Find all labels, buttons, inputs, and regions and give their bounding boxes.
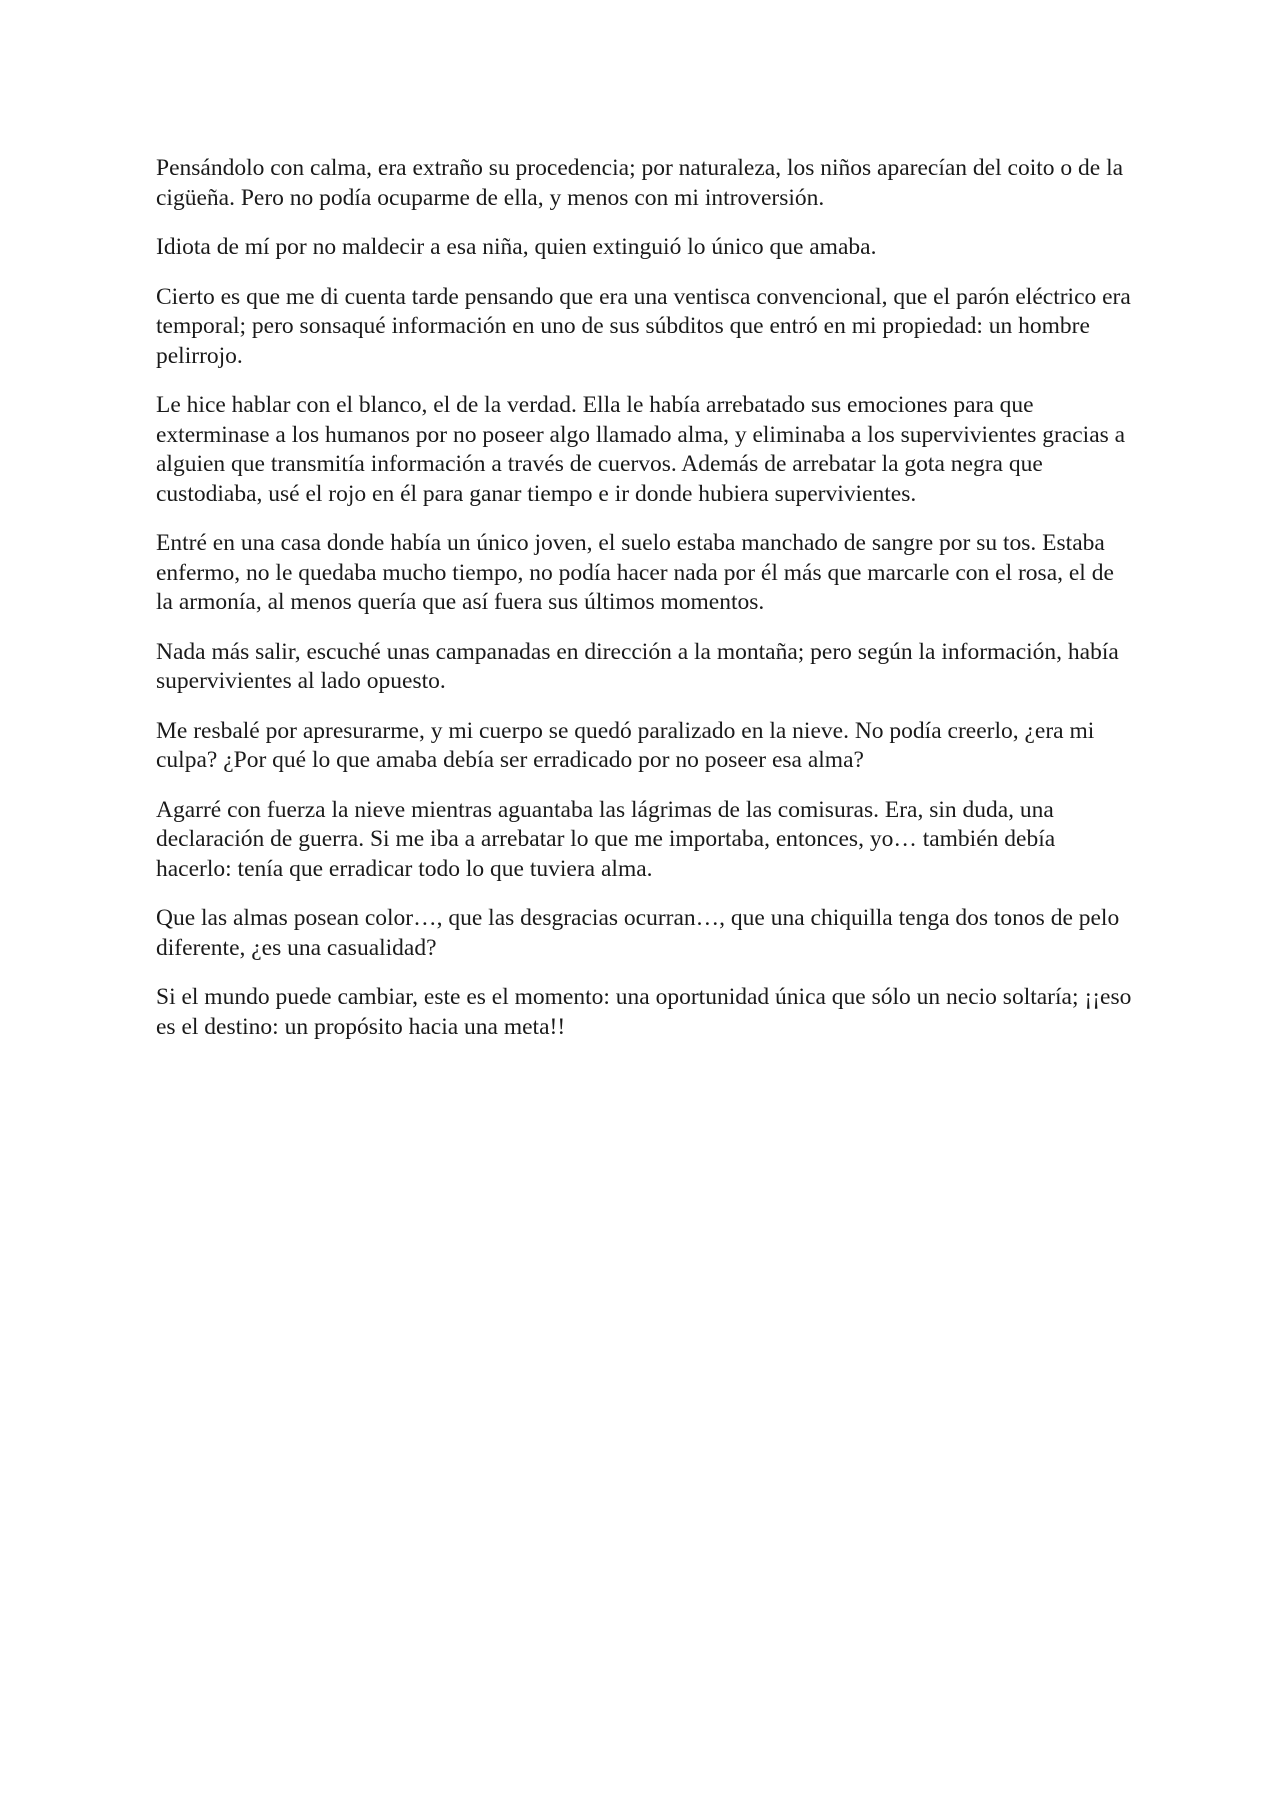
paragraph: Agarré con fuerza la nieve mientras aguantaba las lágrimas de las comisuras. Era, sin duda, una declaración de guerra. Si me iba a arrebatar lo que me importaba, entonces, yo… también debía hacerlo: tenía que erradicar todo lo que tuviera alma. <box>156 796 1056 882</box>
paragraph: Entré en una casa donde había un único joven, el suelo estaba manchado de sangre por su tos. Estaba enfermo, no le quedaba mucho tiempo, no podía hacer nada por él más que marcarle con el rosa, el de la armonía, al menos quería que así fuera sus últimos momentos. <box>156 530 1114 615</box>
paragraph: Cierto es que me di cuenta tarde pensando que era una ventisca convencional, que el parón eléctrico era temporal; pero sonsaqué información en uno de sus súbditos que entró en mi propiedad: un hombre pelirrojo. <box>156 283 1131 369</box>
paragraph: Que las almas posean color…, que las desgracias ocurran…, que una chiquilla tenga dos tonos de pelo diferente, ¿es una casualidad? <box>156 905 1120 961</box>
paragraph: Nada más salir, escuché unas campanadas en dirección a la montaña; pero según la información, había supervivientes al lado opuesto. <box>156 638 1119 694</box>
paragraph: Si el mundo puede cambiar, este es el momento: una oportunidad única que sólo un necio soltaría; ¡¡eso es el destino: un propósito hacia una meta!! <box>156 984 1132 1040</box>
document-body <box>156 154 1136 1062</box>
paragraph: Le hice hablar con el blanco, el de la verdad. Ella le había arrebatado sus emociones para que exterminase a los humanos por no poseer algo llamado alma, y eliminaba a los supervivientes gracias a alguien que transmitía información a través de cuervos. Además de arrebatar la gota negra que custodiaba, usé el rojo en él para ganar tiempo e ir donde hubiera supervivientes. <box>156 392 1126 507</box>
paragraph: Pensándolo con calma, era extraño su procedencia; por naturaleza, los niños aparecían del coito o de la cigüeña. Pero no podía ocuparme de ella, y menos con mi introversión. <box>156 155 1124 211</box>
paragraph: Me resbalé por apresurarme, y mi cuerpo se quedó paralizado en la nieve. No podía creerlo, ¿era mi culpa? ¿Por qué lo que amaba debía ser erradicado por no poseer esa alma? <box>156 717 1095 773</box>
paragraph: Idiota de mí por no maldecir a esa niña, quien extinguió lo único que amaba. <box>156 234 877 260</box>
